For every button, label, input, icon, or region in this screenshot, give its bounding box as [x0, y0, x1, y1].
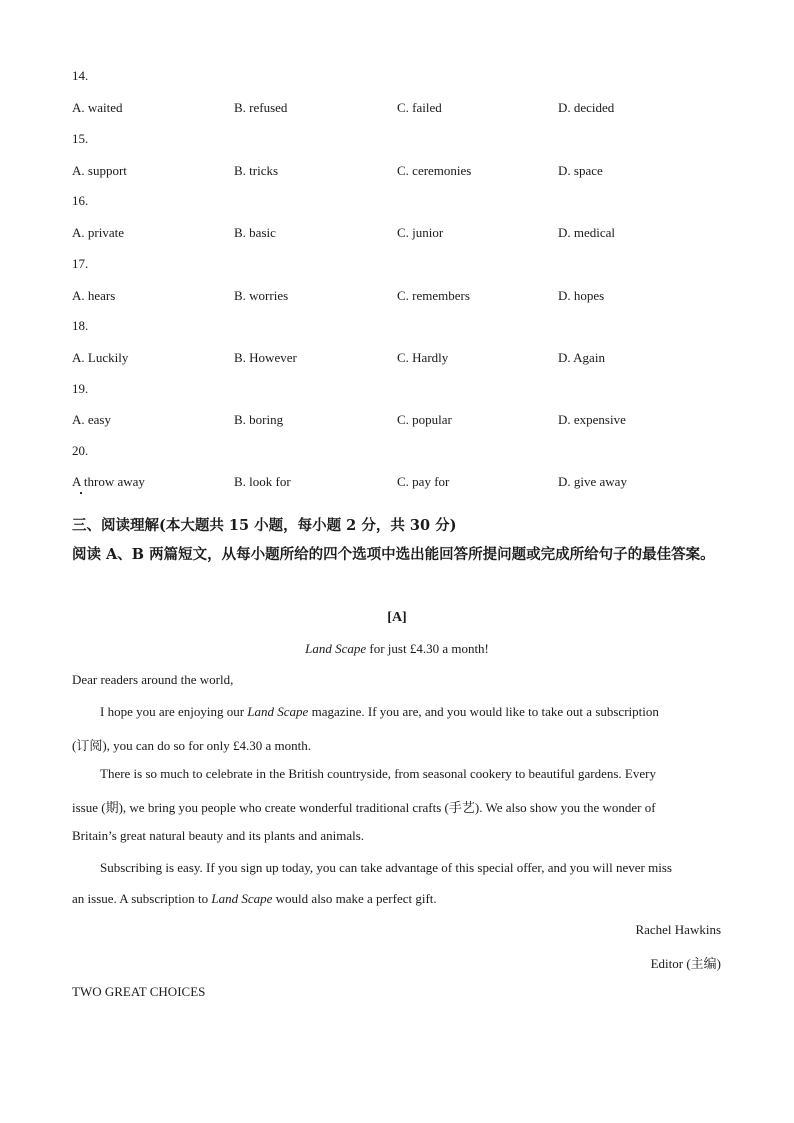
- paragraph-2-line-2: issue (期), we bring you people who create wonderful traditional crafts (手艺). We also show you the wonder of: [72, 800, 656, 815]
- option-d: D. decided: [558, 100, 615, 115]
- question-number: 18.: [72, 318, 89, 333]
- magazine-name: Land Scape: [305, 641, 367, 656]
- text: magazine. If you are, and you would like to take out a subscription: [308, 704, 659, 719]
- letter-greeting: Dear readers around the world,: [72, 672, 234, 687]
- option-d: D. expensive: [558, 412, 626, 427]
- question-number: 20.: [72, 443, 89, 458]
- option-a: A. support: [72, 163, 127, 178]
- choices-heading: TWO GREAT CHOICES: [72, 984, 206, 999]
- option-c: C. pay for: [397, 474, 450, 489]
- passage-label: [A]: [387, 610, 407, 625]
- question-number: 17.: [72, 256, 89, 271]
- option-a: A throw away: [72, 474, 145, 489]
- option-d: D. medical: [558, 225, 616, 240]
- option-a: A. private: [72, 225, 124, 240]
- question-number: 15.: [72, 131, 89, 146]
- option-b: B. refused: [234, 100, 288, 115]
- signature-title: Editor (主编): [650, 956, 721, 971]
- option-b: B. look for: [234, 474, 291, 489]
- option-b: B. basic: [234, 225, 276, 240]
- option-b: B. worries: [234, 288, 289, 303]
- text: an issue. A subscription to: [72, 891, 212, 906]
- option-d: D. give away: [558, 474, 627, 489]
- paragraph-1-line-2: (订阅), you can do so for only £4.30 a month.: [72, 738, 312, 753]
- option-d: D. Again: [558, 350, 605, 365]
- option-c: C. failed: [397, 100, 442, 115]
- option-c: C. junior: [397, 225, 444, 240]
- print-speck: [80, 492, 82, 494]
- question-number: 16.: [72, 193, 89, 208]
- subtitle-text: for just £4.30 a month!: [366, 641, 489, 656]
- magazine-name: Land Scape: [211, 891, 273, 906]
- paragraph-3-line-1: Subscribing is easy. If you sign up today, you can take advantage of this special offer, and you will never miss: [100, 860, 672, 875]
- option-c: C. popular: [397, 412, 452, 427]
- paragraph-3-line-2: [72, 891, 437, 907]
- option-d: D. space: [558, 163, 603, 178]
- paragraph-1-line-1: [100, 704, 659, 720]
- passage-subtitle: [0, 641, 794, 657]
- paragraph-2-line-1: There is so much to celebrate in the British countryside, from seasonal cookery to beautiful gardens. Every: [100, 766, 656, 781]
- section-instruction: 阅读 A、B 两篇短文，从每小题所给的四个选项中选出能回答所提问题或完成所给句子的最佳答案。: [72, 546, 715, 563]
- section-heading: 三、阅读理解(本大题共 15 小题，每小题 2 分，共 30 分): [72, 517, 457, 534]
- option-b: B. boring: [234, 412, 284, 427]
- option-a: A. waited: [72, 100, 123, 115]
- text: would also make a perfect gift.: [272, 891, 437, 906]
- paragraph-2-line-3: Britain’s great natural beauty and its plants and animals.: [72, 828, 365, 843]
- magazine-name: Land Scape: [247, 704, 309, 719]
- option-a: A. easy: [72, 412, 111, 427]
- question-number: 19.: [72, 381, 89, 396]
- option-a: A. hears: [72, 288, 116, 303]
- option-b: B. However: [234, 350, 297, 365]
- option-b: B. tricks: [234, 163, 279, 178]
- text: I hope you are enjoying our: [100, 704, 248, 719]
- option-d: D. hopes: [558, 288, 605, 303]
- option-c: C. Hardly: [397, 350, 449, 365]
- option-c: C. ceremonies: [397, 163, 472, 178]
- signature-name: Rachel Hawkins: [635, 922, 721, 937]
- option-c: C. remembers: [397, 288, 470, 303]
- option-a: A. Luckily: [72, 350, 129, 365]
- question-number: 14.: [72, 68, 89, 83]
